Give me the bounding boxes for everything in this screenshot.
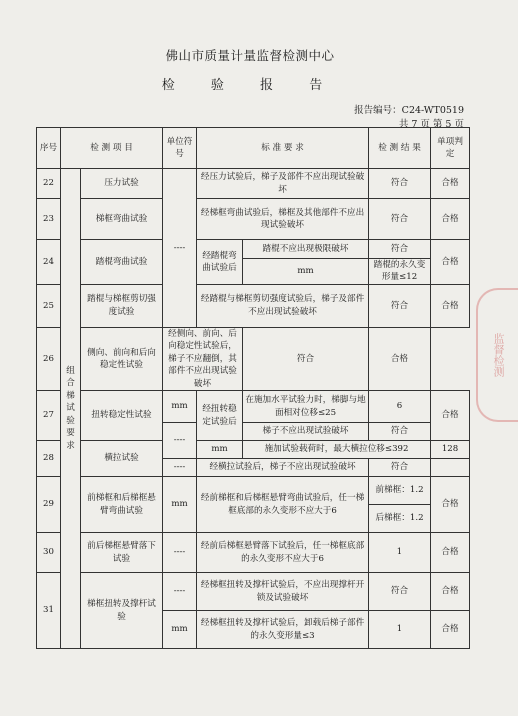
row-no: 28 [37, 441, 61, 477]
row-item: 扭转稳定性试验 [81, 391, 163, 441]
row-sub: 经踏棍弯曲试验后 [197, 240, 243, 285]
row-item: 踏棍弯曲试验 [81, 240, 163, 285]
row-result: 符合 [369, 573, 431, 611]
row-item: 前后梯框悬臂落下试验 [81, 533, 163, 573]
report-number: 报告编号：C24-WT0519 [354, 105, 464, 116]
unit-dash: ---- [163, 423, 197, 459]
row-judge: 合格 [431, 240, 470, 285]
table-row [37, 240, 470, 259]
col-item: 检 测 项 目 [61, 128, 163, 169]
row-judge: 合格 [431, 284, 470, 327]
row-req: 经梯框扭转及撑杆试验后，卸载后梯子部件的永久变形量≤3 [197, 611, 369, 649]
row-result: 符合 [243, 327, 369, 390]
table-row [37, 533, 470, 573]
col-unit: 单位符号 [163, 128, 197, 169]
page-info: 共 7 页 第 5 页 [398, 119, 464, 130]
row-no: 29 [37, 477, 61, 533]
unit-mm: mm [163, 477, 197, 533]
row-no: 31 [37, 573, 61, 649]
row-item: 压力试验 [81, 169, 163, 199]
row-item: 横拉试验 [81, 441, 163, 477]
row-req: 施加试验载荷时，最大横拉位移≤392 [243, 441, 431, 459]
row-no: 30 [37, 533, 61, 573]
row-item: 侧向、前向和后向稳定性试验 [81, 327, 163, 390]
row-req: 经压力试验后，梯子及部件不应出现试验破坏 [197, 169, 369, 199]
table-row [37, 199, 470, 240]
row-no: 22 [37, 169, 61, 199]
row-judge: 合格 [431, 573, 470, 611]
row-result: 1 [369, 611, 431, 649]
row-no: 23 [37, 199, 61, 240]
row-result: 后梯框：1.2 [369, 505, 431, 533]
report-title: 检 验 报 告 [161, 78, 339, 93]
row-result: 符合 [369, 459, 431, 477]
row-result: 符合 [369, 169, 431, 199]
stamp-text: 监督检测 [492, 333, 505, 377]
row-item: 踏棍与梯框剪切强度试验 [81, 284, 163, 327]
row-item: 梯框扭转及撑杆试验 [81, 573, 163, 649]
row-result: 128 [431, 441, 470, 459]
unit-dash: ---- [163, 533, 197, 573]
row-judge: 合格 [431, 169, 470, 199]
row-no: 24 [37, 240, 61, 285]
row-req: 踏棍不应出现极限破坏 [243, 240, 369, 259]
row-judge: 合格 [431, 199, 470, 240]
unit-dash: ---- [163, 573, 197, 611]
row-item: 前梯框和后梯框悬臂弯曲试验 [81, 477, 163, 533]
col-no: 序号 [37, 128, 61, 169]
table-row [37, 573, 470, 611]
row-req: 经横拉试验后，梯子不应出现试验破坏 [197, 459, 369, 477]
row-judge: 合格 [431, 477, 470, 533]
row-result: 符合 [369, 240, 431, 259]
row-sub: 经扭转稳定试验后 [197, 391, 243, 441]
row-no: 25 [37, 284, 61, 327]
col-result: 检 测 结 果 [369, 128, 431, 169]
row-no: 27 [37, 391, 61, 441]
row-judge: 合格 [431, 391, 470, 441]
row-result: 符合 [369, 199, 431, 240]
unit-mm: mm [163, 391, 197, 423]
table-row [37, 284, 470, 327]
row-req: 经前后梯框悬臂落下试验后，任一梯框底部的永久变形不应大于6 [197, 533, 369, 573]
row-result: 1 [369, 533, 431, 573]
unit-dash: ---- [163, 169, 197, 328]
table-row [37, 391, 470, 423]
seal-stamp [476, 288, 518, 422]
org-name: 佛山市质量计量监督检测中心 [165, 48, 335, 63]
table-row [37, 441, 470, 459]
row-result: 符合 [369, 284, 431, 327]
row-result: 6 [369, 391, 431, 423]
row-req: 经踏棍与梯框剪切强度试验后，梯子及部件不应出现试验破坏 [197, 284, 369, 327]
row-req: 经前梯框和后梯框悬臂弯曲试验后，任一梯框底部的永久变形不应大于6 [197, 477, 369, 533]
unit-mm: mm [197, 441, 243, 459]
col-judge: 单项判定 [431, 128, 470, 169]
row-item: 梯框弯曲试验 [81, 199, 163, 240]
table-row [37, 169, 470, 199]
table-row [37, 327, 470, 390]
row-req: 梯子不应出现试验破坏 [243, 423, 369, 441]
row-judge: 合格 [369, 327, 431, 390]
row-req: 经梯框弯曲试验后，梯框及其他部件不应出现试验破坏 [197, 199, 369, 240]
row-judge: 合格 [431, 533, 470, 573]
row-req: 踏棍的永久变形量≤12 [369, 259, 431, 285]
row-no: 26 [37, 327, 61, 390]
report-table [36, 127, 470, 649]
row-judge: 合格 [431, 611, 470, 649]
group-label: 组合梯试验要求 [61, 169, 81, 649]
unit-mm: mm [163, 611, 197, 649]
col-req: 标 准 要 求 [197, 128, 369, 169]
row-req: 经侧向、前向、后向稳定性试验后，梯子不应翻倒，其部件不应出现试验破坏 [163, 327, 243, 390]
row-req: 在施加水平试验力时，梯脚与地面相对位移≤25 [243, 391, 369, 423]
table-row [37, 477, 470, 505]
row-result: 符合 [369, 423, 431, 441]
header-row [37, 128, 470, 169]
row-req: 经梯框扭转及撑杆试验后，不应出现撑杆开锁及试验破坏 [197, 573, 369, 611]
row-result: 前梯框：1.2 [369, 477, 431, 505]
unit-mm: mm [243, 259, 369, 285]
unit-dash: ---- [163, 459, 197, 477]
